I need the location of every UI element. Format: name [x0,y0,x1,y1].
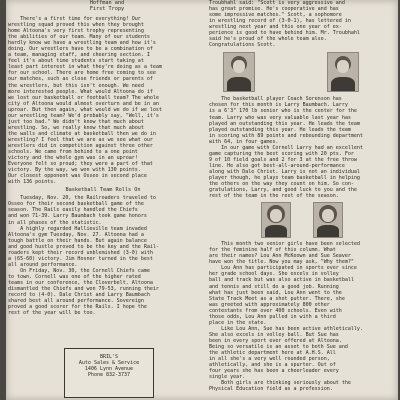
ad-business-name: BRIL'S [99,354,119,360]
shoulders-shape [265,225,287,238]
coach-photo [327,52,359,92]
basketball-article: Tuesday, Nov. 20, the Railroaders traveled to Osseo for their second basketball game of the season. The Rails easily handled the Chiefs and won 71-39. Larry Baumbach took game honors in all phases of the statistic. A highly regarded Hallieville team invaded Altoona's gym Tuesday, Nov. 27. Altoona had a tough battle on their hands. But again balance and good hustle proved to be the key and the Rail- roaders kept their record unblemished (3-0) with a (65-60) victory. Jim Hosner turned in the best all around performance. On Friday, Nov. 30, the Cornell Chiefs came to town. Cornell was one of the higher rated teams in our conference, the Cloverbelt. Altoona dismantled the Chiefs and won 79-53, running their record to (4-0). Dale Christ and Larry Baumbach shared best all around performance. Sovereign proved a good scorer for the Rails. I hope the rest of the year will be too. [8,195,159,317]
shoulders-shape [331,77,355,92]
wrestler-profile-text: Troubhahl said: "Scott is very aggressive and has great promise. He's cooperative and has some impressive matches." Scott, a sophomore in wrestling record of (3-0-1), has lettered in wrestling next year and this one year of ex- perience is good to have behind him. Mr. Troubhahl said he's proud of the whole team also. Congratulations Scott. [209,0,360,49]
shoulders-shape [227,77,251,92]
ad-phone: Phone 832-3737 [87,372,131,378]
shoulders-shape [317,225,339,238]
face-shape [233,60,245,73]
player-photo [223,52,255,92]
wrestling-article: There's a first time for everything! Our wrestling squad proved this when they brought home Altoona's very first trophy representing the abilities of our team. Many of our students hardly know we have a wrestling team and how it's doing. Our wrestlers have to be a combination of a team, managing staff, and cheering section. I feel it's about time students start taking at least part interest in what they're doing as a team for our school. There are home free coming to see our matches, such as close friends or parents of the wrestlers, but this isn't enough. We need more interested people. What would Altoona do if we lost our basketball or football team? The whole city of Altoona would almost overturn and be in an uproar. But then again, what would we do if we lost our wrestling team? We'd probably say, "Well, it's just too bad." We didn't know that much about wrestling. So, we really know that much about the walls and climate at basketball then we do in wrestling? I feel that we are as we see what our wrestlers did in competition against three other schools. We came from behind to a one point victory and the whole gym was in an uproar! Everyone felt so proud; they were a part of that victory. By the way, we won with 130 points. Our closest opponent was Osseo in second place with 136 points. [8,16,162,186]
athlete-photo-2 [313,202,343,238]
photo-caption: Hoffman and First Tropy [89,0,125,12]
ad-tagline: Auto Sales & Service [78,360,140,366]
basketball-photo-row [209,50,395,94]
face-shape [322,209,334,222]
newspaper-page [6,0,398,400]
girls-profile-text: This month two senior girls have been selected for the feminine half of this column. What are their names? Lou Ann McKeown and Sue Seaver have won the title. Now you may ask, "Why them?" Lou Ann has participated in sports ever since her grade school days. She excels in volley ball and track but was also active in basketball and tennis and still do a good job. Running what has just been said, Lou Ann went to the State Track Meet as a shot putter. There, she was greeted with approximately 800 other contestants from over 400 schools. Even with those odds, Lou Ann pulled in with a third place in the state. Like Lou Ann, Sue has been active athletically. She also excels in volley ball. But Sue has been in every sport ever offered at Altoona. Being so versatile is an asset to both Sue and the athletic department here at A.H.S. All in all she's a very well rounded person, athletically, and she is a spurter. Out of four years she has been a cheerleader every single year. Both girls are thinking seriously about the Physical Education field as a profession. [209,241,363,393]
girls-photo-row [209,201,395,239]
athlete-photo-1 [261,202,291,238]
ad-address: 1406 Lynn Avenue [84,366,134,372]
left-column [8,16,198,316]
face-shape [337,60,349,73]
face-shape [270,209,282,222]
basketball-profile-text: The basketball player Coach Sorenson has chosen for this month is Larry Baumbach. Larry is a 6'3" 170 lb senior who is the center for the team. Larry who was very valuable last year has played an outstanding this year. He leads the team played outstanding this year. He leads the team in scoring with 89 points and rebounding department with 64, in four games. In our game with Cornell Larry had an excellent game capturing the best scoring with 20 pts. For 9 of 10 field goals and 2 for 3 at the free throw line. He also got best-all-around-performance along with Dale Christ. Larry is not an individual player though, he plays team basketball in helping the others on the way they count on him. So con- gratulations, Larry, and good luck to you and the rest of the team in the rest of the season. [209,96,363,200]
basketball-headline: Basketball Team Rolls On [65,187,141,194]
advertisement-box [64,348,154,398]
right-column [209,0,395,392]
